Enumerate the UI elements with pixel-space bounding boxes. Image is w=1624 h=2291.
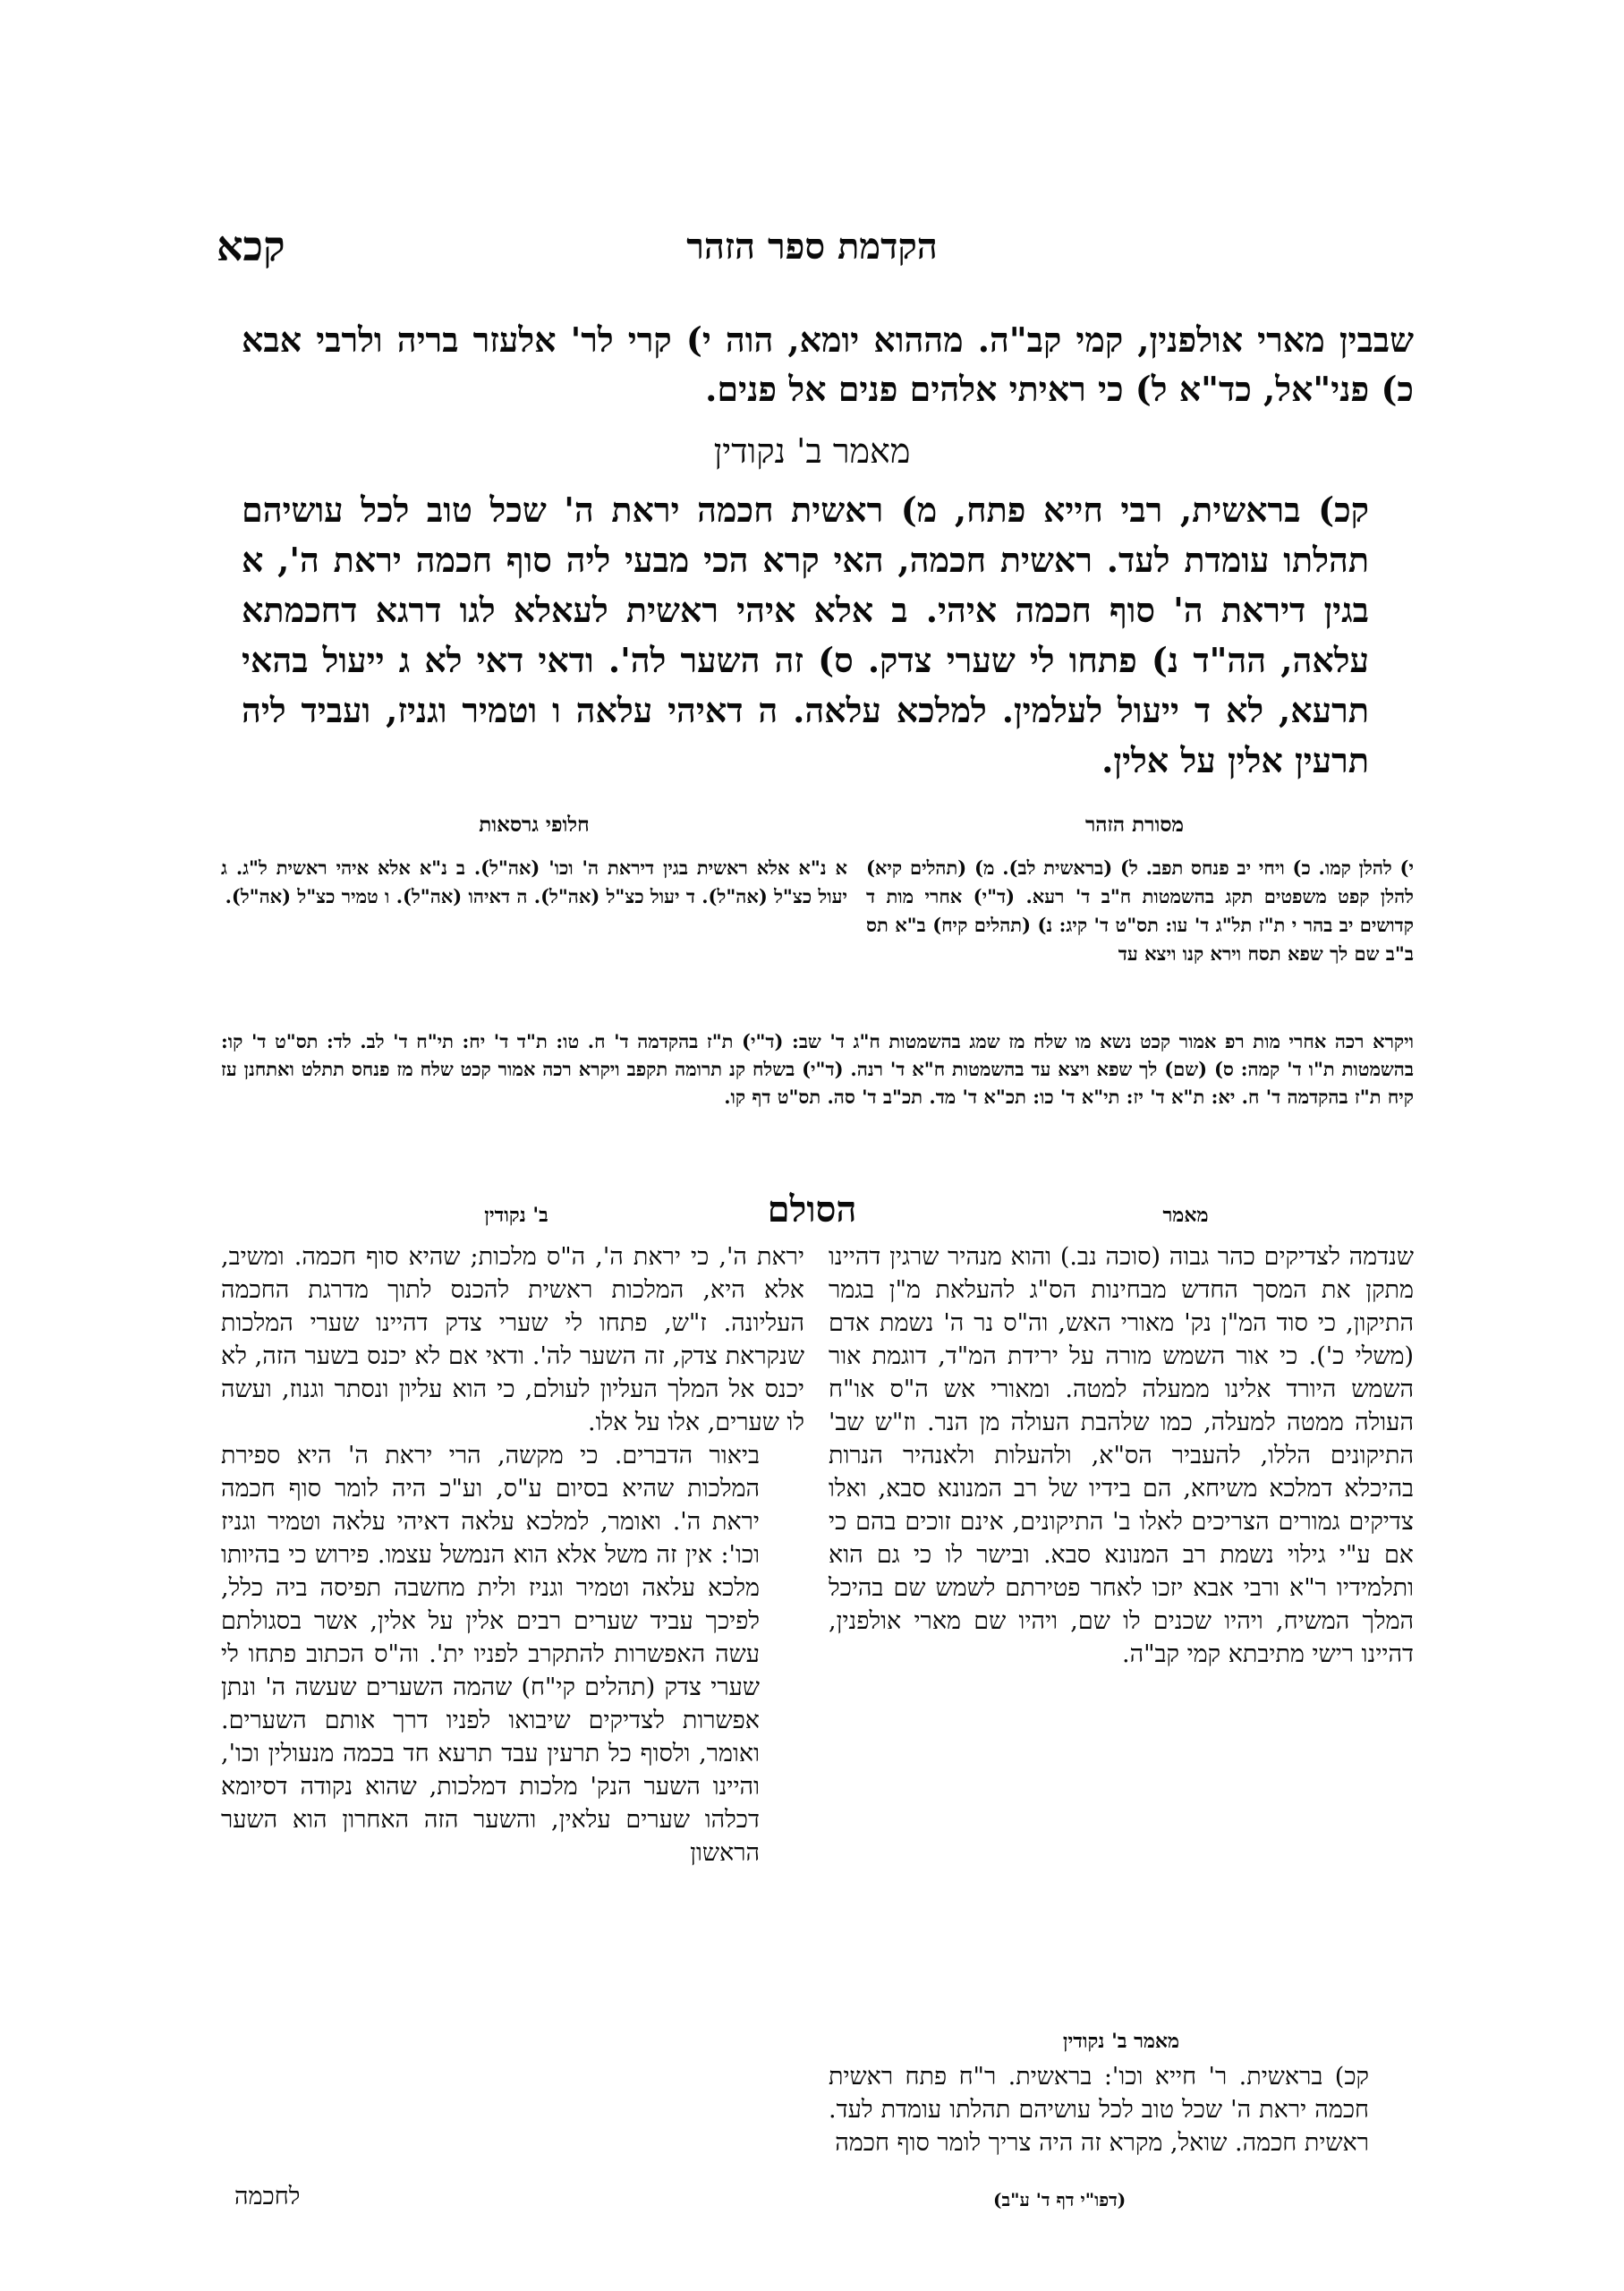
- running-head-right: מאמר: [1162, 1204, 1209, 1227]
- masoret-heading: מסורת הזהר: [1084, 813, 1185, 837]
- chilufei-notes: א נ"א אלא ראשית בגין דיראת ה' וכו' (אה"ל). ב נ"א אלא איהי ראשית ל"ג. ג יעול כצ"ל (אה"ל). ד יעול כצ"ל (אה"ל). ה דאיהו (אה"ל). ו טמיר כצ"ל (אה"ל).: [221, 856, 847, 907]
- masoret-notes-full: ויקרא רכה אחרי מות רפ אמור קכט נשא מו שלח מז שמג בהשמטות ח"ג ד' שב: (ד"י) ת"ז בהקדמה ד' ח. טו: ת"ד ד' יח: תי"ח ד' לב. לד: תס"ט ד' קו: בהשמטות ת"ו ד' קמה: ס) (שם) לך שפא ויצא עד בהשמטות ח"א ד' רנה. (ד"י) בשלח קנ תרומה תקפב ויקרא רכה אמור קכט שלח מז פנחס תתלט ואתחנן עז קיח ת"ז בהקדמה ד' ח. יא: ת"א ד' יז: תי"א ד' כו: תכ"א ד' מד. תכ"ב ד' סה. תס"ט דף קו.: [221, 1030, 1414, 1108]
- zohar-paragraph: קכ) בראשית, רבי חייא פתח, מ) ראשית חכמה יראת ה' שכל טוב לכל עושיהם תהלתו עומדת לעד. ראשית חכמה, האי קרא הכי מבעי ליה סוף חכמה יראת ה', א בגין דיראת ה' סוף חכמה איהי. ב אלא איהי ראשית לעאלא לגו דרגא דחכמתא עלאה, הה"ד נ) פתחו לי שערי צדק. ס) זה השער לה'. ודאי דאי לא ג ייעול בהאי תרעא, לא ד ייעול לעלמין. למלכא עלאה. ה דאיהי עלאה ו וטמיר וגניז, ועביד ליה תרעין אלין על אלין.: [242, 490, 1369, 780]
- page-number: קכא: [217, 222, 285, 270]
- running-head-left: ב' נקודין: [484, 1204, 548, 1227]
- page-footer-ref: (דפו"י דף ד' ע"ב): [993, 2189, 1127, 2210]
- masoret-notes-top: י) להלן קמו. כ) ויחי יב פנחס תפב. ל) (בראשית לב). מ) (תהלים קיא) להלן קפט משפטים תקג בהשמטות ח"ב ד' רעא. (ד"י) אחרי מות ד קדושים יב בהר י ת"ז תל"ג ד' עו: תס"ט ד' קיג: נ) (תהלים קיח) ב"א תס ב"ב שם לך שפא תסח וירא קנו ויצא עד: [866, 856, 1414, 965]
- sulam-title: הסולם: [767, 1188, 857, 1231]
- sulam-right-column: [829, 1240, 1414, 1671]
- sulam-left-column: [221, 1240, 804, 1869]
- page-title: הקדמת ספר הזהר: [686, 226, 938, 268]
- sulam-sub-heading: מאמר ב' נקודין: [1062, 2030, 1180, 2053]
- zohar-main-text: [242, 485, 1414, 786]
- chilufei-heading: חלופי גרסאות: [479, 813, 590, 837]
- sulam-right-column-2: [829, 2060, 1414, 2159]
- sulam-paragraph: שנדמה לצדיקים כהר גבוה (סוכה נב.) והוא מנהיר שרגין דהיינו מתקן את המסך החדש מבחינות הס"ג להעלאת מ"ן בגמר התיקון, כי סוד המ"ן נק' מאורי האש, וה"ס נר ה' נשמת אדם (משלי כ'). כי אור השמש מורה על ירידת המ"ד, דוגמת אור השמש היורד אלינו ממעלה למטה. ומאורי אש ה"ס או"ח העולה ממטה למעלה, כמו שלהבת העולה מן הנר. וז"ש שב' התיקונים הללו, להעביר הס"א, ולהעלות ולאנהיר הנרות בהיכלא דמלכא משיחא, הם בידיו של רב המנונא סבא, ואלו צדיקים גמורים הצריכים לאלו ב' התיקונים, אינם זוכים בהם כי אם ע"י גילוי נשמת רב המנונא סבא. ובישר לו כי גם הוא ותלמידיו ר"א ורבי אבא יזכו לאחר פטירתם לשמש שם בהיכל המלך המשיח, ויהיו שכנים לו שם, ויהיו שם מארי אולפנין, דהיינו רישי מתיבתא קמי קב"ה.: [829, 1243, 1414, 1668]
- sulam-paragraph: קכ) בראשית. ר' חייא וכו': בראשית. ר"ח פתח ראשית חכמה יראת ה' שכל טוב לכל עושיהם תהלתו עומדת לעד. ראשית חכמה. שואל, מקרא זה היה צריך לומר סוף חכמה: [829, 2063, 1369, 2157]
- section-title: מאמר ב' נקודין: [713, 431, 911, 471]
- catchword: לחכמה: [234, 2183, 301, 2210]
- sulam-paragraph: ביאור הדברים. כי מקשה, הרי יראת ה' היא ספירת המלכות שהיא בסיום ע"ס, וע"כ היה לומר סוף חכמה יראת ה'. ואומר, למלכא עלאה דאיהי עלאה וטמיר וגניז וכו': אין זה משל אלא הוא הנמשל עצמו. פירוש כי בהיותו מלכא עלאה וטמיר וגניז ולית מחשבה תפיסה ביה כלל, לפיכך עביד שערים רבים אלין על אלין, אשר בסגולתם עשה האפשרות להתקרב לפניו ית'. וה"ס הכתוב פתחו לי שערי צדק (תהלים קי"ח) שהמה השערים שעשה ה' ונתן אפשרות לצדיקים שיבואו לפניו דרך אותם השערים. ואומר, ולסוף כל תרעין עבד תרעא חד בכמה מנעולין וכו', והיינו השער הנק' מלכות דמלכות, שהוא נקודה דסיומא דכלהו שערים עלאין, והשער הזה האחרון הוא השער הראשון: [221, 1442, 760, 1867]
- sulam-paragraph: יראת ה', כי יראת ה', ה"ס מלכות; שהיא סוף חכמה. ומשיב, אלא היא, המלכות ראשית להכנס לתוך מדרגת החכמה העליונה. ז"ש, פתחו לי שערי צדק דהיינו שערי המלכות שנקראת צדק, זה השער לה'. ודאי אם לא יכנס בשער הזה, לא יכנס אל המלך העליון לעולם, כי הוא עליון ונסתר וגנוז, ועשה לו שערים, אלו על אלו.: [221, 1243, 804, 1436]
- zohar-intro-text: שבבין מארי אולפנין, קמי קב"ה. מההוא יומא, הוה י) קרי לר' אלעזר בריה ולרבי אבא כ) פני"אל, כד"א ל) כי ראיתי אלהים פנים אל פנים.: [242, 319, 1415, 409]
